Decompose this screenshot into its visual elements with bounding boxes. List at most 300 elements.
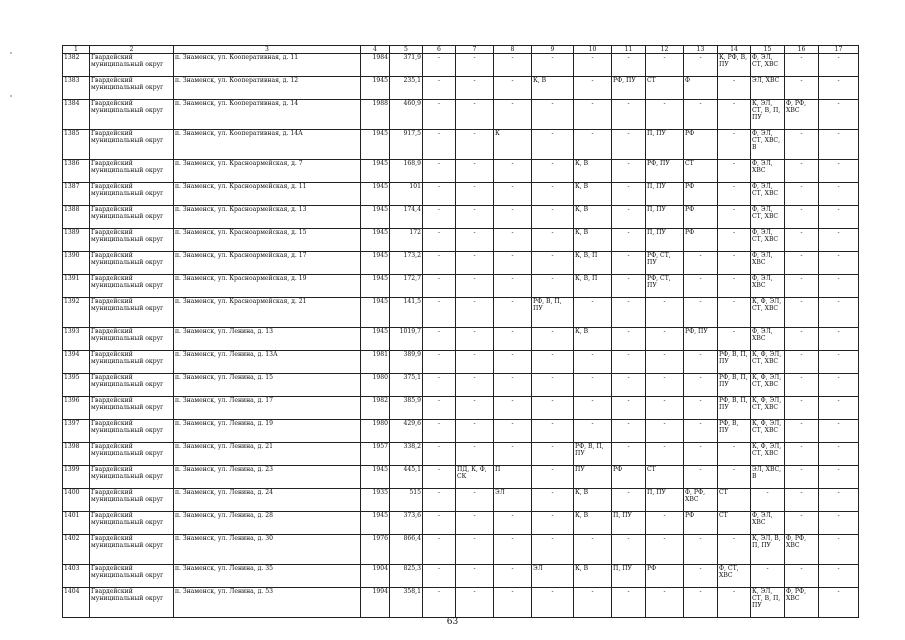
table-cell: - [423,420,456,443]
table-row [63,298,859,328]
table-cell: 1382 [63,54,90,77]
table-cell: 1945 [361,298,390,328]
table-cell: - [718,183,751,206]
column-header: 5 [390,46,423,54]
table-cell: п. Знаменск, ул. Ленина, д. 19 [174,420,361,443]
page-number: 63 [446,617,459,627]
column-header: 8 [494,46,532,54]
table-cell: - [574,374,612,397]
table-cell: - [819,565,859,588]
table-cell: - [456,397,494,420]
table-cell: РФ, СТ, ПУ [646,275,684,298]
table-cell: п. Знаменск, ул. Ленина, д. 15 [174,374,361,397]
table-cell: К, ЭЛ, В, П, ПУ [751,535,785,565]
table-cell: - [574,100,612,130]
table-cell: Гвардейский муниципальный округ [90,535,174,565]
table-cell: 172,7 [390,275,423,298]
table-cell: - [532,466,574,489]
table-row [63,466,859,489]
table-cell: РФ, ПУ [646,160,684,183]
table-cell: 1988 [361,100,390,130]
table-cell: п. Знаменск, ул. Ленина, д. 35 [174,565,361,588]
table-cell: - [456,489,494,512]
table-cell: - [456,298,494,328]
table-cell: РФ, В, П, ПУ [718,374,751,397]
table-cell: - [785,206,819,229]
table-body [63,54,859,618]
table-cell: - [718,160,751,183]
table-row [63,588,859,618]
table-cell: 1397 [63,420,90,443]
table-row [63,252,859,275]
table-cell: СТ [646,466,684,489]
table-cell: п. Знаменск, ул. Ленина, д. 21 [174,443,361,466]
table-cell: 1945 [361,229,390,252]
table-cell: - [684,466,718,489]
table-cell: - [456,374,494,397]
table-cell: - [456,328,494,351]
table-cell: - [532,374,574,397]
table-cell: - [612,252,646,275]
table-cell: Гвардейский муниципальный округ [90,351,174,374]
table-cell: - [456,565,494,588]
table-cell: - [494,565,532,588]
table-cell: Ф, ЭЛ, ХВС [751,252,785,275]
table-cell: - [494,298,532,328]
table-cell: - [574,420,612,443]
table-cell: 1904 [361,565,390,588]
table-cell: - [494,160,532,183]
table-cell: Ф, ЭЛ, СТ, ХВС [751,183,785,206]
table-cell: 1984 [361,54,390,77]
table-cell: Ф, СТ, ХВС [718,565,751,588]
table-row [63,183,859,206]
table-cell: 1390 [63,252,90,275]
table-cell: - [494,512,532,535]
table-cell: - [456,351,494,374]
table-cell: п. Знаменск, ул. Ленина, д. 30 [174,535,361,565]
table-cell: п. Знаменск, ул. Красноармейская, д. 21 [174,298,361,328]
table-cell: - [718,298,751,328]
table-cell: П [494,466,532,489]
table-cell: - [785,565,819,588]
table-cell: - [574,77,612,100]
table-cell: Гвардейский муниципальный округ [90,397,174,420]
table-cell: - [785,466,819,489]
table-cell: - [819,420,859,443]
table-cell: - [532,100,574,130]
table-cell: - [819,588,859,618]
column-header: 2 [90,46,174,54]
table-cell: - [612,298,646,328]
table-cell: - [785,397,819,420]
table-cell: - [612,420,646,443]
table-cell: - [785,54,819,77]
table-cell: - [819,229,859,252]
table-cell: - [494,397,532,420]
table-cell: - [532,130,574,160]
table-cell: РФ [684,183,718,206]
table-cell: - [819,466,859,489]
table-cell: Гвардейский муниципальный округ [90,565,174,588]
table-cell: - [423,588,456,618]
table-cell: - [819,397,859,420]
table-cell: Гвардейский муниципальный округ [90,100,174,130]
table-cell: 866,4 [390,535,423,565]
table-cell: К, Ф, ЭЛ, СТ, ХВС [751,420,785,443]
table-cell: п. Знаменск, ул. Красноармейская, д. 7 [174,160,361,183]
table-cell: - [423,160,456,183]
table-cell: 1945 [361,130,390,160]
table-cell: Ф, РФ, ХВС [785,100,819,130]
table-cell: - [684,420,718,443]
table-cell: - [574,130,612,160]
table-cell: - [684,298,718,328]
table-cell: - [819,160,859,183]
table-cell: 1391 [63,275,90,298]
table-cell: П, ПУ [646,183,684,206]
table-cell: 1981 [361,351,390,374]
table-cell: п. Знаменск, ул. Кооперативная, д. 12 [174,77,361,100]
table-cell: СТ [684,160,718,183]
table-cell: Ф, ЭЛ, ХВС [751,512,785,535]
table-cell: - [684,374,718,397]
table-cell: - [785,443,819,466]
table-cell: П, ПУ [646,489,684,512]
table-row [63,374,859,397]
table-cell: - [494,54,532,77]
table-cell: - [819,77,859,100]
table-cell: ЭЛ, ХВС, В [751,466,785,489]
table-cell: РФ [684,206,718,229]
table-cell: 358,1 [390,588,423,618]
table-cell: К, В [574,229,612,252]
column-header: 13 [684,46,718,54]
table-cell: - [646,100,684,130]
column-header: 10 [574,46,612,54]
table-row [63,206,859,229]
table-cell: П, ПУ [646,130,684,160]
table-cell: - [456,588,494,618]
table-cell: - [494,420,532,443]
table-cell: К, Ф, ЭЛ, СТ, ХВС [751,443,785,466]
table-cell: - [423,397,456,420]
table-cell: - [785,420,819,443]
table-row [63,443,859,466]
table-cell: Гвардейский муниципальный округ [90,160,174,183]
table-cell: - [532,328,574,351]
table-cell: 1957 [361,443,390,466]
table-cell: - [785,229,819,252]
column-header: 12 [646,46,684,54]
table-cell: 1404 [63,588,90,618]
table-cell: - [456,443,494,466]
table-cell: - [456,100,494,130]
table-cell: Ф, ЭЛ, ХВС [751,328,785,351]
table-cell: СТ [718,512,751,535]
table-cell: РФ [646,565,684,588]
table-cell: ЭЛ, ХВС [751,77,785,100]
table-cell: - [423,275,456,298]
column-header: 1 [63,46,90,54]
table-cell: - [612,397,646,420]
table-cell: - [423,100,456,130]
table-cell: - [819,100,859,130]
table-cell: - [819,183,859,206]
table-cell: - [684,275,718,298]
column-header: 15 [751,46,785,54]
table-cell: РФ, ПУ [612,77,646,100]
table-cell: - [456,54,494,77]
table-cell: - [646,535,684,565]
table-cell: - [785,160,819,183]
table-row [63,100,859,130]
table-row [63,351,859,374]
table-cell: - [819,328,859,351]
table-cell: - [612,100,646,130]
table-cell: - [423,298,456,328]
table-cell: - [785,351,819,374]
table-cell: 371,9 [390,54,423,77]
table-cell: - [532,351,574,374]
table-row [63,397,859,420]
table-cell: РФ, В, ПУ [718,420,751,443]
table-cell: - [532,183,574,206]
table-cell: РФ, В, П, ПУ [718,397,751,420]
table-cell: К, РФ, В, ПУ [718,54,751,77]
table-cell: - [646,351,684,374]
table-cell: - [785,298,819,328]
table-cell: Гвардейский муниципальный округ [90,588,174,618]
table-row [63,565,859,588]
table-cell: п. Знаменск, ул. Кооперативная, д. 14А [174,130,361,160]
column-header: 3 [174,46,361,54]
table-cell: 235,1 [390,77,423,100]
table-cell: - [494,252,532,275]
table-cell: РФ [684,512,718,535]
table-cell: К, В [574,328,612,351]
table-cell: 1945 [361,160,390,183]
table-cell: - [612,54,646,77]
table-cell: Ф, РФ, ХВС [785,588,819,618]
table-cell: Ф, ЭЛ, СТ, ХВС [751,54,785,77]
table-row [63,77,859,100]
table-cell: - [684,443,718,466]
table-cell: К, Ф, ЭЛ, СТ, ХВС [751,374,785,397]
table-cell: - [494,535,532,565]
table-cell: п. Знаменск, ул. Кооперативная, д. 11 [174,54,361,77]
table-cell: - [494,100,532,130]
table-cell: - [423,54,456,77]
table-cell: Гвардейский муниципальный округ [90,275,174,298]
table-cell: СТ [646,77,684,100]
column-header: 11 [612,46,646,54]
table-cell: Гвардейский муниципальный округ [90,252,174,275]
table-cell: - [819,275,859,298]
table-cell: - [532,252,574,275]
table-cell: - [684,252,718,275]
table-cell: - [785,328,819,351]
table-cell: К [494,130,532,160]
table-cell: - [646,588,684,618]
table-cell: - [819,443,859,466]
table-cell: Гвардейский муниципальный округ [90,374,174,397]
table-cell: - [574,351,612,374]
table-row [63,420,859,443]
table-cell: - [819,512,859,535]
table-cell: - [819,54,859,77]
table-cell: - [684,588,718,618]
table-cell: - [684,100,718,130]
table-cell: п. Знаменск, ул. Ленина, д. 28 [174,512,361,535]
table-cell: - [646,374,684,397]
table-cell: - [456,77,494,100]
table-cell: - [456,130,494,160]
table-cell: 1019,7 [390,328,423,351]
table-cell: К, В, П [574,252,612,275]
table-cell: - [646,54,684,77]
table-cell: К, Ф, ЭЛ, СТ, ХВС [751,298,785,328]
table-cell: - [423,183,456,206]
table-cell: - [423,351,456,374]
table-cell: К, В [574,489,612,512]
table-cell: 1396 [63,397,90,420]
table-cell: - [456,206,494,229]
table-cell: П, ПУ [612,512,646,535]
table-cell: Гвардейский муниципальный округ [90,489,174,512]
scan-speck [10,95,12,97]
table-cell: П, ПУ [646,206,684,229]
table-cell: К, В [574,160,612,183]
table-cell: Ф [684,77,718,100]
table-row [63,130,859,160]
table-cell: - [718,443,751,466]
table-cell: 1385 [63,130,90,160]
table-cell: 1394 [63,351,90,374]
table-cell: - [612,351,646,374]
table-cell: 385,9 [390,397,423,420]
table-cell: п. Знаменск, ул. Ленина, д. 13А [174,351,361,374]
table-cell: 1945 [361,183,390,206]
table-cell: - [423,565,456,588]
table-cell: - [646,397,684,420]
table-cell: 1403 [63,565,90,588]
table-cell: 1945 [361,77,390,100]
table-cell: - [646,298,684,328]
table-cell: - [785,130,819,160]
table-cell: 373,6 [390,512,423,535]
table-cell: - [785,489,819,512]
table-cell: - [532,489,574,512]
table-cell: - [423,535,456,565]
table-cell: - [646,420,684,443]
table-cell: К, В [574,183,612,206]
table-cell: К, ЭЛ, СТ, В, П, ПУ [751,100,785,130]
table-cell: - [751,565,785,588]
table-row [63,229,859,252]
table-cell: - [819,130,859,160]
table-cell: К, Ф, ЭЛ, СТ, ХВС [751,397,785,420]
table-cell: РФ, ПУ [684,328,718,351]
table-cell: - [785,77,819,100]
table-cell: - [532,206,574,229]
table-cell: - [574,54,612,77]
table-cell: - [532,512,574,535]
table-cell: 1945 [361,252,390,275]
table-cell: п. Знаменск, ул. Красноармейская, д. 15 [174,229,361,252]
table-cell: 1383 [63,77,90,100]
table-cell: - [684,565,718,588]
table-cell: 101 [390,183,423,206]
table-cell: 1395 [63,374,90,397]
table-cell: - [718,130,751,160]
column-header: 6 [423,46,456,54]
table-cell: РФ [612,466,646,489]
table-cell: Гвардейский муниципальный округ [90,54,174,77]
table-cell: 375,1 [390,374,423,397]
table-cell: Гвардейский муниципальный округ [90,443,174,466]
table-cell: - [751,489,785,512]
table-cell: 825,3 [390,565,423,588]
table-cell: - [423,512,456,535]
table-cell: К, В, П [574,275,612,298]
table-cell: - [494,206,532,229]
table-cell: - [612,328,646,351]
table-cell: 1392 [63,298,90,328]
table-cell: - [423,443,456,466]
table-cell: Гвардейский муниципальный округ [90,512,174,535]
table-cell: п. Знаменск, ул. Красноармейская, д. 19 [174,275,361,298]
table-cell: п. Знаменск, ул. Кооперативная, д. 14 [174,100,361,130]
table-cell: 1402 [63,535,90,565]
table-cell: Ф, РФ, ХВС [785,535,819,565]
table-cell: - [456,512,494,535]
table-cell: - [718,206,751,229]
table-cell: - [718,535,751,565]
table-cell: п. Знаменск, ул. Красноармейская, д. 11 [174,183,361,206]
table-cell: п. Знаменск, ул. Ленина, д. 17 [174,397,361,420]
table-cell: - [456,252,494,275]
table-cell: Гвардейский муниципальный округ [90,466,174,489]
table-cell: - [494,77,532,100]
table-cell: ПУ [574,466,612,489]
table-cell: П, ПУ [612,565,646,588]
table-cell: 338,2 [390,443,423,466]
table-cell: - [718,328,751,351]
table-cell: - [612,206,646,229]
table-cell: - [612,489,646,512]
table-cell: - [785,275,819,298]
table-cell: 1386 [63,160,90,183]
table-cell: - [494,183,532,206]
table-cell: - [423,252,456,275]
table-cell: - [532,160,574,183]
table-cell: - [494,275,532,298]
table-cell: Гвардейский муниципальный округ [90,420,174,443]
table-cell: 173,2 [390,252,423,275]
column-header: 14 [718,46,751,54]
table-cell: ПД, К, Ф, СК [456,466,494,489]
table-cell: К, В [574,565,612,588]
table-cell: - [612,535,646,565]
table-cell: п. Знаменск, ул. Ленина, д. 13 [174,328,361,351]
table-cell: - [532,54,574,77]
table-cell: К, Ф, ЭЛ, СТ, ХВС [751,351,785,374]
table-cell: 1980 [361,374,390,397]
table-cell: 1389 [63,229,90,252]
table-cell: 1388 [63,206,90,229]
table-cell: - [612,588,646,618]
